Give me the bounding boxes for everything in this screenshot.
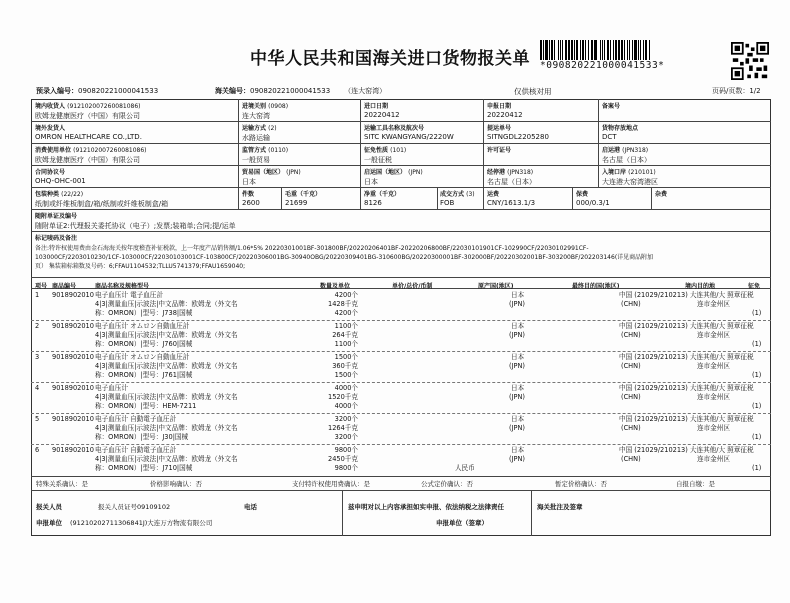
goods-header-price: 单价/总价/币制	[392, 283, 433, 290]
goods-destination: 中国 (21029/210213) 大连其他/大 照章征税	[619, 446, 754, 454]
customs-number: 海关编号：090820221000041533 （连大窑湾）	[215, 87, 387, 95]
pieces-value: 2600	[242, 199, 260, 207]
goods-item-no: 3	[35, 353, 40, 361]
contract-label: 合同协议号	[35, 169, 66, 176]
goods-levy: (1)	[752, 340, 762, 348]
rule	[598, 99, 599, 187]
goods-header-qty: 数量及单位	[320, 283, 351, 290]
rule	[31, 209, 771, 210]
storage-value: DCT	[602, 133, 617, 141]
goods-model: 称：OMRON）|型号：J710|国械	[95, 464, 193, 472]
rule	[31, 121, 771, 122]
levy-value: 一般征税	[364, 156, 392, 164]
goods-spec: 4|3|测量血压|示波法|中文品牌：欧姆龙（外文名	[95, 455, 238, 463]
goods-destination-code: (CHN)	[621, 455, 641, 463]
rule	[360, 187, 361, 209]
goods-origin: 日本	[511, 446, 525, 454]
barcode	[540, 40, 718, 60]
goods-levy: (1)	[752, 433, 762, 441]
rule	[342, 490, 343, 536]
goods-destination-code: (CHN)	[621, 362, 641, 370]
confirm-self-tax: 自报自缴：是	[676, 480, 715, 488]
goods-destination: 中国 (21029/210213) 大连其他/大 照章征税	[619, 322, 754, 330]
goods-origin: 日本	[511, 322, 525, 330]
net-weight-value: 8126	[364, 199, 382, 207]
rule	[31, 165, 771, 166]
goods-qty: 4200个	[334, 291, 358, 299]
rule	[238, 99, 239, 187]
goods-model: 称：OMRON）|型号：J760|国械	[95, 340, 193, 348]
goods-name: 电子血压计 オムロン自動血圧計	[95, 322, 190, 330]
rule	[360, 99, 361, 187]
goods-legal-qty: 1100个	[334, 340, 358, 348]
goods-header-origin: 原产国(地区)	[478, 283, 514, 290]
misc-label: 杂费	[655, 191, 668, 198]
goods-district: 连市金州区	[697, 362, 730, 370]
goods-row-divider	[31, 382, 771, 383]
transit-port-label: 经停港 (JPN318)	[487, 169, 534, 176]
goods-name: 电子血压计 自動電子血圧計	[95, 415, 177, 423]
origin-country-label: 启运国（地区） (JPN)	[364, 169, 423, 176]
rule	[31, 143, 771, 144]
goods-code: 9018902010	[52, 353, 94, 361]
goods-item-no: 4	[35, 384, 40, 392]
goods-spec: 4|3|测量血压|示波法|中文品牌：欧姆龙（外文名	[95, 300, 238, 308]
barcode-text: *090820221000041533*	[540, 60, 665, 71]
user-label: 消费使用单位 (912102007260081086)	[35, 147, 147, 154]
goods-weight: 360千克	[332, 362, 358, 370]
goods-code: 9018902010	[52, 415, 94, 423]
bl-value: SITNGDL2205280	[487, 133, 549, 141]
goods-qty: 1100个	[334, 322, 358, 330]
statement: 兹申明对以上内容承担如实申报、依法纳税之法律责任	[348, 503, 504, 511]
goods-code: 9018902010	[52, 446, 94, 454]
bl-label: 提运单号	[487, 125, 512, 132]
goods-name: 电子血压计 自動電子血圧計	[95, 446, 177, 454]
freight-label: 运费	[487, 191, 500, 198]
rule	[31, 277, 771, 278]
goods-district: 连市金州区	[697, 393, 730, 401]
marks-line-2: 103000CF/2203010230/1CF-103000CF/22030103001CF-103800CF/20220306001BG-30940OBG/20220309401BG-310600BG/20220300001BF-302000BF/20220302001BF-303200BF/202203146(详见商品附加	[35, 254, 654, 261]
goods-destination-code: (CHN)	[621, 424, 641, 432]
packing-value: 纸制或纤维板制盒/箱/纸制或纤维板制盒/箱	[35, 200, 169, 208]
user-value: 欧姆龙健康医疗（中国）有限公司	[35, 156, 140, 164]
goods-code: 9018902010	[52, 322, 94, 330]
goods-origin-code: (JPN)	[509, 455, 525, 463]
customs-remarks-label: 海关批注及签章	[537, 503, 583, 511]
page-title: 中华人民共和国海关进口货物报关单	[250, 49, 530, 69]
freight-value: CNY/1613.1/3	[487, 199, 536, 207]
goods-district: 连市金州区	[697, 300, 730, 308]
insurance-value: 000/0.3/1	[576, 199, 610, 207]
goods-header-name: 商品名称及规格型号	[95, 283, 150, 290]
rule	[31, 490, 771, 491]
departure-port-label: 启运港 (JPN318)	[602, 147, 649, 154]
consignee-label: 境内收货人 (912102007260081086)	[35, 103, 141, 110]
goods-qty: 1500个	[334, 353, 358, 361]
goods-destination: 中国 (21029/210213) 大连其他/大 照章征税	[619, 384, 754, 392]
net-weight-label: 净重（千克）	[364, 191, 401, 198]
goods-header-dest: 最终目的国(地区)	[572, 283, 620, 290]
transport-label: 运输方式 (2)	[242, 125, 277, 132]
marks-line-3: 页） 集装箱标箱数及号码：6;FFAU1104532;TLLU5741379;FFAU1659040;	[35, 263, 246, 270]
goods-spec: 4|3|测量血压|示波法|中文品牌：欧姆龙（外文名	[95, 362, 238, 370]
barcode-bar	[650, 40, 651, 60]
goods-qty: 4000个	[334, 384, 358, 392]
goods-spec: 4|3|测量血压|示波法|中文品牌：欧姆龙（外文名	[95, 393, 238, 401]
goods-legal-qty: 3200个	[334, 433, 358, 441]
goods-origin: 日本	[511, 415, 525, 423]
goods-row-divider	[31, 320, 771, 321]
seal-label: 申报单位（签章）	[436, 519, 488, 527]
goods-name: 电子血压计 電子血圧計	[95, 291, 164, 299]
declarant-label: 报关人员	[36, 503, 62, 511]
trade-country-label: 贸易国（地区） (JPN)	[242, 169, 301, 176]
rule	[281, 187, 282, 209]
goods-origin: 日本	[511, 291, 525, 299]
transit-port-value: 名古屋（日本）	[487, 178, 536, 186]
goods-legal-qty: 4000个	[334, 402, 358, 410]
goods-origin-code: (JPN)	[509, 393, 525, 401]
goods-row-divider	[31, 444, 771, 445]
rule	[238, 187, 239, 209]
supervision-label: 监管方式 (0110)	[242, 147, 289, 154]
declare-date-label: 申报日期	[487, 103, 512, 110]
import-date-value: 20220412	[364, 111, 400, 119]
phone-label: 电话	[244, 503, 257, 511]
goods-origin-code: (JPN)	[509, 331, 525, 339]
goods-row-divider	[31, 413, 771, 414]
marks-label: 标记唛码及备注	[35, 235, 78, 242]
goods-legal-qty: 4200个	[334, 309, 358, 317]
rule	[31, 231, 771, 232]
goods-destination: 中国 (21029/210213) 大连其他/大 照章征税	[619, 415, 754, 423]
goods-spec: 4|3|测量血压|示波法|中文品牌：欧姆龙（外文名	[95, 331, 238, 339]
import-date-label: 进口日期	[364, 103, 389, 110]
goods-weight: 1428千克	[328, 300, 358, 308]
goods-origin-code: (JPN)	[509, 362, 525, 370]
entry-port-label: 进境关别 (0908)	[242, 103, 289, 110]
rule	[651, 187, 652, 209]
declaring-unit-value: (91210202711306841J)大连万方物流有限公司	[70, 519, 213, 527]
goods-name: 电子血压计	[95, 384, 128, 392]
goods-weight: 2450千克	[328, 455, 358, 463]
insurance-label: 保费	[576, 191, 589, 198]
goods-destination: 中国 (21029/210213) 大连其他/大 照章征税	[619, 353, 754, 361]
confirm-special-relation: 特殊关系确认：是	[36, 480, 88, 488]
goods-code: 9018902010	[52, 384, 94, 392]
goods-origin-code: (JPN)	[509, 424, 525, 432]
license-label: 许可证号	[487, 147, 512, 154]
goods-destination-code: (CHN)	[621, 331, 641, 339]
levy-label: 征免性质 (101)	[364, 147, 407, 154]
documents-label: 随附单证及编号	[35, 213, 78, 220]
rule	[31, 476, 771, 477]
goods-legal-qty: 1500个	[334, 371, 358, 379]
goods-name: 电子血压计 オムロン自動血圧計	[95, 353, 190, 361]
marks-line-1: 备注:特许权使用费由金石海海关按年度稽查补征税款，上一年度产品销售额/1.06*5% 20220301001BF-301800BF/20220206401BF-20220206800BF/22030101901CF-102990CF/22030102991CF-	[35, 245, 589, 252]
page-counter: 页码/页数：1/2	[712, 87, 761, 95]
pre-entry-number: 预录入编号：090820221000041533	[36, 87, 159, 95]
goods-destination-code: (CHN)	[621, 300, 641, 308]
goods-item-no: 2	[35, 322, 40, 330]
goods-origin: 日本	[511, 353, 525, 361]
rule	[572, 187, 573, 209]
goods-row-divider	[31, 351, 771, 352]
purpose-note: 仅供核对用	[514, 87, 552, 96]
goods-qty: 3200个	[334, 415, 358, 423]
goods-header-item: 项号	[35, 283, 48, 290]
vessel-value: SITC KWANGYANG/2220W	[364, 133, 454, 141]
terms-value: FOB	[440, 199, 455, 207]
goods-item-no: 5	[35, 415, 40, 423]
entry-place-value: 大连港大窑湾港区	[602, 178, 658, 186]
goods-header-district: 境内目的地	[685, 283, 716, 290]
rule	[437, 187, 438, 209]
pieces-label: 件数	[242, 191, 255, 198]
goods-legal-qty: 9800个	[334, 464, 358, 472]
goods-header-code: 商品编号	[52, 283, 77, 290]
goods-levy: (1)	[752, 402, 762, 410]
goods-header-levy: 征免	[748, 283, 761, 290]
qr-code-icon	[731, 42, 769, 80]
supervision-value: 一般贸易	[242, 156, 270, 164]
goods-origin-code: (JPN)	[509, 300, 525, 308]
goods-code: 9018902010	[52, 291, 94, 299]
terms-label: 成交方式 (3)	[440, 191, 475, 198]
goods-item-no: 6	[35, 446, 40, 454]
goods-model: 称：OMRON）|型号：J30|国械	[95, 433, 189, 441]
rule	[31, 187, 771, 188]
goods-levy: (1)	[752, 371, 762, 379]
goods-spec: 4|3|测量血压|示波法|中文品牌：欧姆龙（外文名	[95, 424, 238, 432]
shipper-value: OMRON HEALTHCARE CO.,LTD.	[35, 133, 142, 141]
goods-weight: 1520千克	[328, 393, 358, 401]
consignee-value: 欧姆龙健康医疗（中国）有限公司	[35, 112, 140, 120]
contract-value: OHQ-OHC-001	[35, 177, 86, 185]
goods-model: 称：OMRON）|型号：J738|国械	[95, 309, 193, 317]
goods-weight: 264千克	[332, 331, 358, 339]
goods-currency: 人民币	[455, 464, 475, 472]
vessel-label: 运输工具名称及航次号	[364, 125, 425, 132]
confirm-royalty: 支付特许权使用费确认：是	[292, 480, 370, 488]
goods-model: 称：OMRON）|型号：HEM-7211	[95, 402, 197, 410]
transport-value: 水路运输	[242, 134, 270, 142]
gross-weight-label: 毛重（千克）	[285, 191, 322, 198]
goods-origin: 日本	[511, 384, 525, 392]
entry-port-value: 连大窑湾	[242, 112, 270, 120]
packing-label: 包装种类 (22/22)	[35, 191, 84, 198]
origin-country-value: 日本	[364, 178, 378, 186]
goods-weight: 1264千克	[328, 424, 358, 432]
record-no-label: 备案号	[602, 103, 621, 110]
rule	[531, 490, 532, 536]
goods-levy: (1)	[752, 309, 762, 317]
goods-item-no: 1	[35, 291, 40, 299]
goods-district: 连市金州区	[697, 331, 730, 339]
declaring-unit-label: 申报单位	[36, 519, 62, 527]
rule	[483, 99, 484, 187]
declare-date-value: 20220412	[487, 111, 523, 119]
confirm-formula-price: 公式定价确认：否	[421, 480, 473, 488]
confirm-price-affect: 价格影响确认：否	[150, 480, 202, 488]
documents-value: 随附单证2:代理报关委托协议（电子）;发票;装箱单;合同;提/运单	[35, 222, 236, 230]
goods-district: 连市金州区	[697, 424, 730, 432]
goods-levy: (1)	[752, 464, 762, 472]
goods-destination: 中国 (21029/210213) 大连其他/大 照章征税	[619, 291, 754, 299]
declarant-cert: 报关人员证号09109102	[98, 503, 171, 511]
goods-destination-code: (CHN)	[621, 393, 641, 401]
storage-label: 货物存放地点	[602, 125, 639, 132]
trade-country-value: 日本	[242, 178, 256, 186]
goods-district: 连市金州区	[697, 455, 730, 463]
rule	[483, 187, 484, 209]
shipper-label: 境外发货人	[35, 125, 66, 132]
goods-qty: 9800个	[334, 446, 358, 454]
departure-port-value: 名古屋（日本）	[602, 156, 651, 164]
goods-model: 称：OMRON）|型号：J761|国械	[95, 371, 193, 379]
confirm-provisional-price: 暂定价格确认：否	[555, 480, 607, 488]
entry-place-label: 入境口岸 (210101)	[602, 169, 656, 176]
gross-weight-value: 21699	[285, 199, 308, 207]
